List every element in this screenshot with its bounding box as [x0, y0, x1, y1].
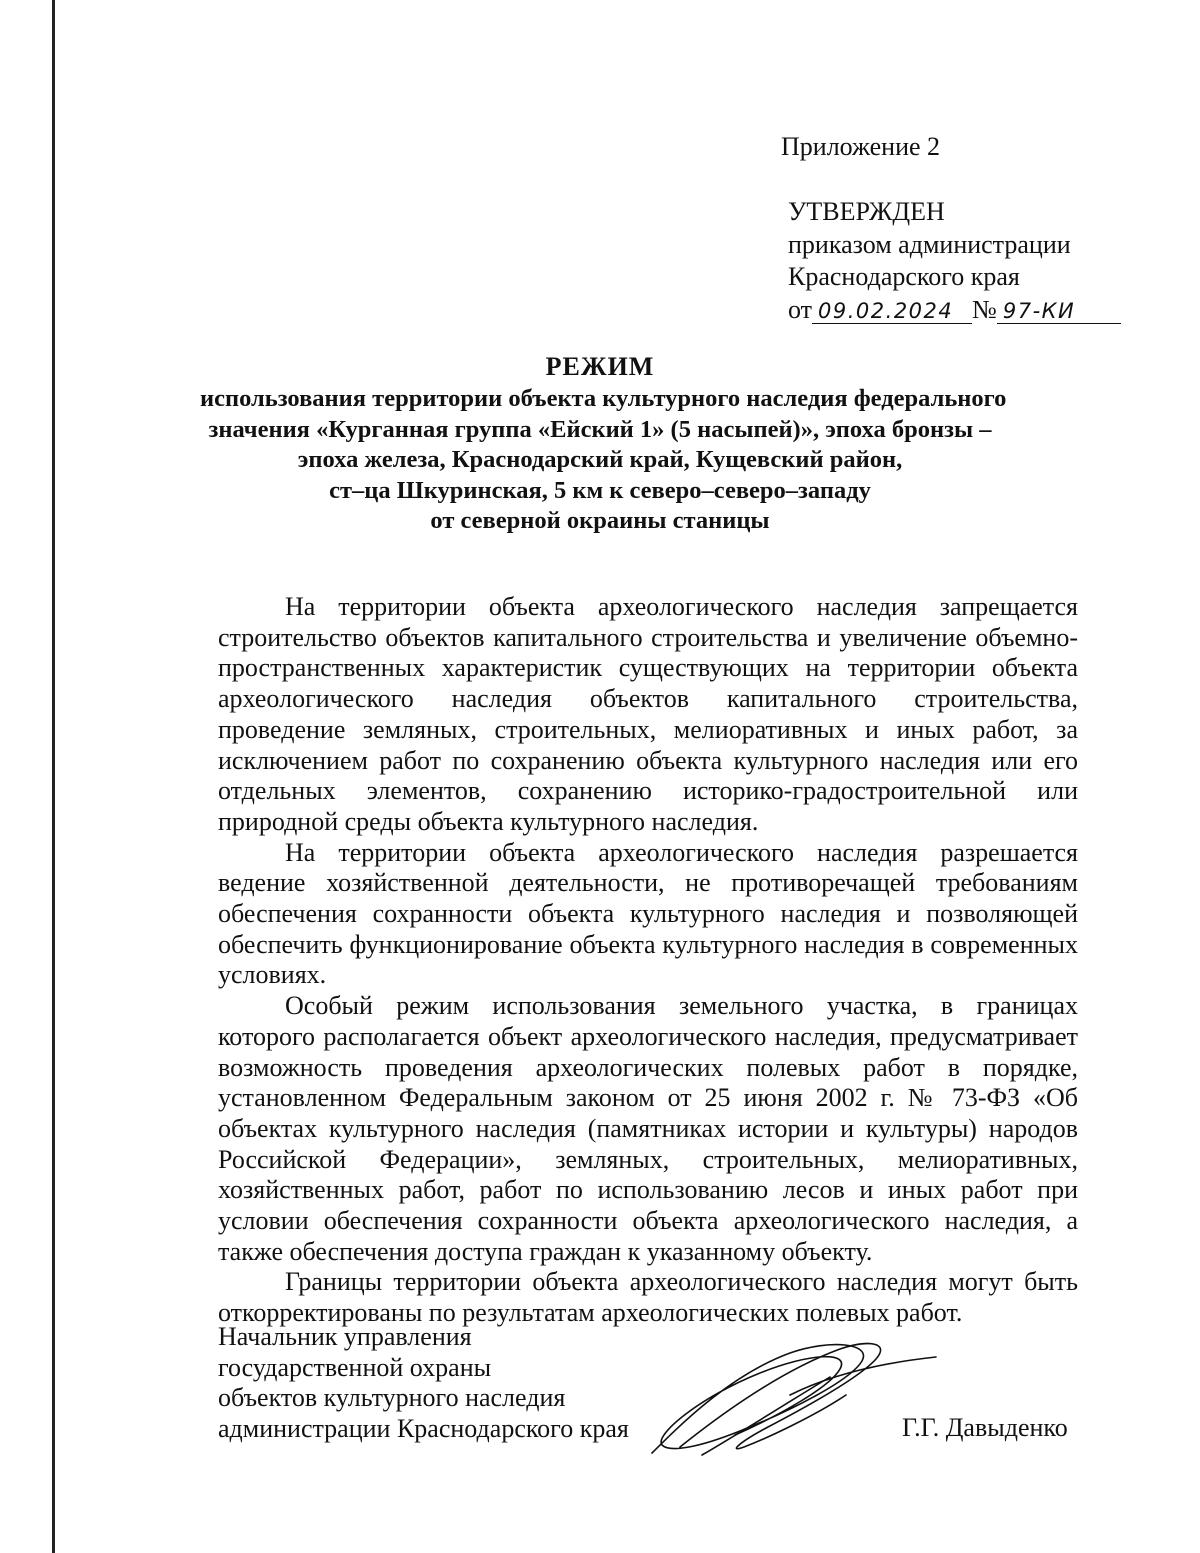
document-title: РЕЖИМ: [545, 352, 655, 381]
approval-title: УТВЕРЖДЕН: [788, 197, 945, 226]
position-line: государственной охраны: [218, 1352, 492, 1382]
approval-line-2: Краснодарского края: [788, 262, 1020, 291]
document-body: [218, 592, 1078, 1329]
approval-line-1: приказом администрации: [788, 229, 1071, 259]
handwritten-signature: [640, 1335, 940, 1465]
approval-block: [788, 196, 1121, 326]
position-line: объектов культурного наследия: [218, 1383, 566, 1412]
subtitle-line: эпоха железа, Краснодарский край, Кущевский район,: [297, 446, 903, 473]
position-line: Начальник управления: [218, 1322, 472, 1351]
position-line: администрации Краснодарского края: [218, 1413, 629, 1443]
approval-date-line: [788, 294, 1121, 327]
number-prefix: №: [972, 294, 997, 324]
handwritten-number: 97-КИ: [997, 299, 1121, 324]
handwritten-date: 09.02.2024: [812, 299, 972, 324]
signatory-position: [218, 1322, 629, 1444]
body-paragraph: Особый режим использования земельного участка, в границах которого располагается объект археологического наследия, предусматривает возможность проведения археологических полевых работ в порядке, установленном Федеральным законом от 25 июня 2002 г. № 73-ФЗ «Об объектах культурного наследия (памятниках истории и культуры) народов Российской Федерации», земляных, строительных, мелиоративных, хозяйственных работ, работ по использованию лесов и иных работ при условии обеспечения сохранности объекта археологического наследия, а также обеспечения доступа граждан к указанному объекту.: [218, 991, 1078, 1266]
document-subtitle: [200, 384, 1007, 537]
appendix-label: Приложение 2: [781, 132, 941, 161]
body-paragraph: На территории объекта археологического наследия разрешается ведение хозяйственной деятельности, не противоречащей требованиям обеспечения сохранности объекта культурного наследия и позволяющей обеспечить функционирование объекта культурного наследия в современных условиях.: [218, 837, 1078, 990]
subtitle-line: ст–ца Шкуринская, 5 км к северо–северо–западу: [329, 476, 871, 504]
scan-edge-line: [52, 0, 55, 1553]
subtitle-line: использования территории объекта культурного наследия федерального: [200, 385, 1007, 412]
subtitle-line: от северной окраины станицы: [430, 507, 770, 534]
signer-name: Г.Г. Давыденко: [902, 1413, 1068, 1442]
body-paragraph: Границы территории объекта археологического наследия могут быть откорректированы по результатам археологических полевых работ.: [218, 1267, 1078, 1328]
date-prefix: от: [788, 294, 813, 324]
body-paragraph: На территории объекта археологического наследия запрещается строительство объектов капитального строительства и увеличение объемно-пространственных характеристик существующих на территории объекта археологического наследия объектов капитального строительства, проведение земляных, строительных, мелиоративных и иных работ, за исключением работ по сохранению объекта культурного наследия или его отдельных элементов, сохранению историко-градостроительной или природной среды объекта культурного наследия.: [218, 592, 1078, 836]
subtitle-line: значения «Курганная группа «Ейский 1» (5 насыпей)», эпоха бронзы –: [208, 415, 992, 443]
